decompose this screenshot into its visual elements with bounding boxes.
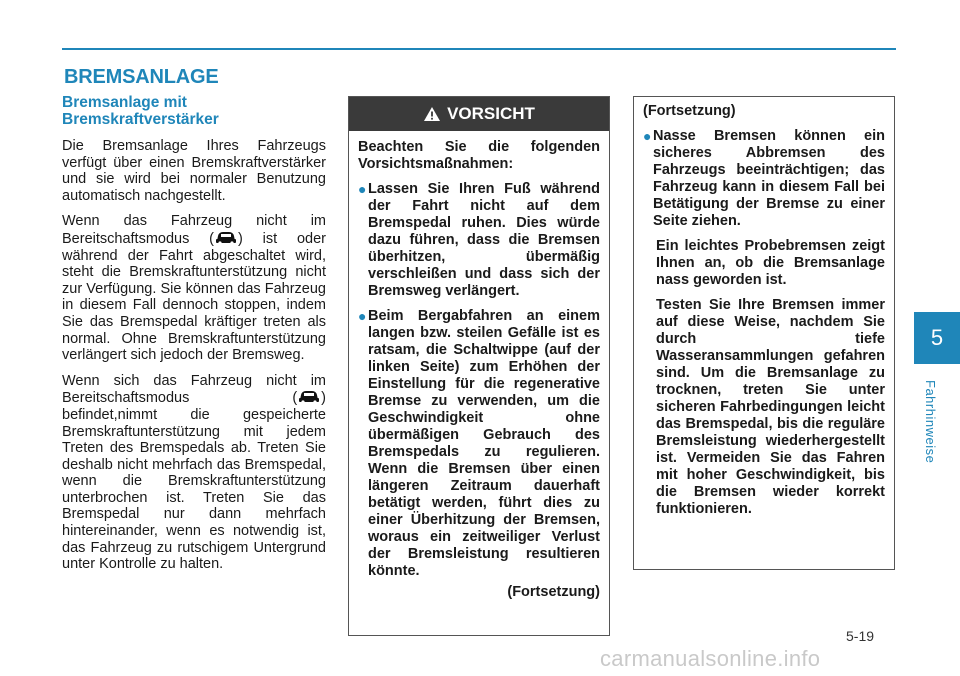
paragraph-1: Die Bremsanlage Ihres Fahrzeugs verfügt über einen Bremskraftverstärker und sie wird bei normaler Benutzung automatisch nachgestellt. — [62, 138, 326, 204]
sub-heading: Bremsanlage mit Bremskraftverstärker — [62, 94, 219, 128]
bullet-dot-icon: ● — [358, 181, 367, 197]
continued-paragraph-1: Ein leichtes Probebremsen zeigt Ihnen an, ob die Bremsanlage nass geworden ist. — [656, 238, 885, 288]
bullet-dot-icon: ● — [358, 308, 367, 324]
warning-triangle-icon — [423, 106, 441, 122]
caution-bullet-2-text: Beim Bergabfahren an einem langen bzw. steilen Gefälle ist es ratsam, die Schaltwippe (auf der linken Seite) zum Erhöhen der Einstellung für die regenerative Bremse zu verwenden, um die Geschwindigkeit ohne übermäßigen Gebrauch des Bremspedals zu regulieren. Wenn die Bremsen über einen längeren Zeitraum dauerhaft betätigt werden, führt dies zu einer Überhitzung der Bremsen, woraus ein zeitweiliger Verlust der Bremsleistung resultieren könnte. — [368, 308, 600, 579]
caution-body — [349, 131, 609, 600]
paragraph-2-end: ) ist oder während der Fahrt abgeschaltet wird, steht die Bremskraftunterstützung nicht zur Verfügung. Sie können das Fahrzeug in diesem Fall dennoch stoppen, indem Sie das Bremspedal kräftiger treten als normal. Ohne Bremskraftunterstützung verlängert sich jedoch der Bremsweg. — [62, 230, 326, 364]
continued-heading: (Fortsetzung) — [643, 103, 736, 119]
paragraph-2 — [62, 213, 326, 363]
caution-intro: Beachten Sie die folgenden Vorsichtsmaßnahmen: — [358, 139, 600, 172]
car-ready-icon — [214, 230, 238, 245]
top-rule — [62, 48, 896, 50]
caution-title: VORSICHT — [447, 104, 535, 123]
car-ready-icon — [297, 389, 321, 404]
main-column — [62, 94, 326, 582]
bullet-dot-icon: ● — [643, 128, 652, 144]
caution-continued: (Fortsetzung) — [507, 584, 600, 600]
continued-bullet-text: Nasse Bremsen können ein sicheres Abbremsen des Fahrzeugs beeinträchtigen; das Fahrzeug kann in diesem Fall bei Betätigung der Bremse zu einer Seite ziehen. — [653, 128, 885, 229]
page-number: 5-19 — [846, 628, 875, 644]
paragraph-3 — [62, 373, 326, 573]
continued-bullet — [643, 128, 885, 230]
continued-box — [633, 96, 895, 570]
caution-bullet — [358, 308, 600, 580]
watermark: carmanualsonline.info — [600, 646, 821, 671]
paragraph-3-end: ) befindet,nimmt die gespeicherte Bremskraftunterstützung mit jedem Treten des Bremspedals ab. Treten Sie deshalb nicht mehrfach das Bremspedal, wenn die Bremskraftunterstützung unterbrochen ist. Treten Sie das Bremspedal nur dann mehrfach hintereinander, wenn es notwendig ist, das Fahrzeug zu rutschigem Untergrund unter Kontrolle zu halten. — [62, 390, 326, 573]
paragraph-2-start: Wenn das Fahrzeug nicht im Bereitschaftsmodus ( — [62, 213, 326, 247]
continued-paragraph-2: Testen Sie Ihre Bremsen immer auf diese Weise, nachdem Sie durch tiefe Wasseransammlungen gefahren sind. Um die Bremsanlage zu trocknen, treten Sie unter sicheren Fahrbedingungen leicht das Bremspedal, bis die reguläre Bremsleistung wiederhergestellt ist. Vermeiden Sie das Fahren mit hoher Geschwindigkeit, bis die Bremsen wieder korrekt funktionieren. — [656, 297, 885, 517]
section-title: BREMSANLAGE — [64, 66, 219, 88]
caution-bullet-1-text: Lassen Sie Ihren Fuß während der Fahrt nicht auf dem Bremspedal ruhen. Dies würde dazu führen, dass die Bremsen überhitzen, übermäßig verschleißen und dass sich der Bremsweg verlängert. — [368, 181, 600, 299]
caution-bullet — [358, 181, 600, 300]
caution-box — [348, 96, 610, 636]
paragraph-3-start: Wenn sich das Fahrzeug nicht im Bereitschaftsmodus ( — [62, 372, 326, 407]
chapter-tab: 5 — [914, 312, 960, 364]
caution-header — [349, 97, 609, 131]
chapter-label: Fahrhinweise — [923, 380, 938, 464]
